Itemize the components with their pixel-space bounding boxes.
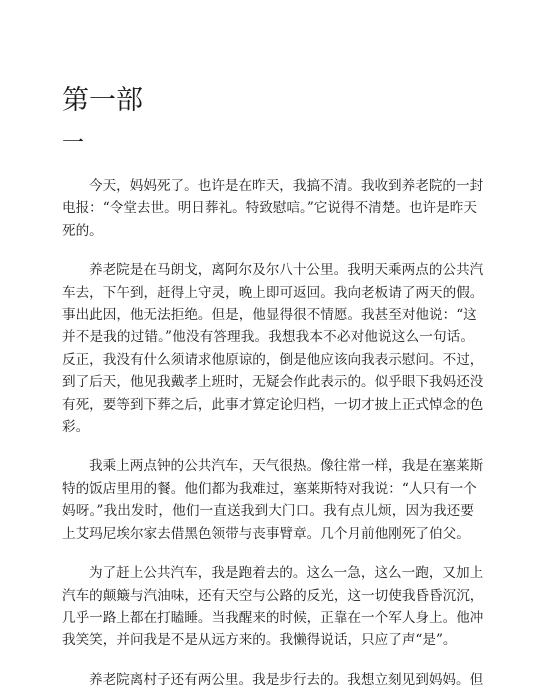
paragraph-line: 有死，要等到下葬之后，此事才算定论归档，一切才披上正式悼念的色: [62, 396, 484, 413]
paragraph-line: 特的饭店里用的餐。他们都为我难过，塞莱斯特对我说：“人只有一个: [62, 480, 477, 497]
paragraph-line: 养老院离村子还有两公里。我是步行去的。我想立刻见到妈妈。但: [89, 671, 484, 688]
chapter-title: 一: [62, 131, 85, 156]
paragraph-line: 为了赶上公共汽车，我是跑着去的。这么一急，这么一跑，又加上: [89, 565, 484, 582]
paragraph: [62, 562, 484, 652]
paragraph-line: 事出此因，他无法拒绝。但是，他显得很不情愿。我甚至对他说：“这: [62, 307, 477, 324]
paragraph-line: 几乎一路上都在打瞌睡。当我醒来的时候，正靠在一个军人身上。他冲: [62, 609, 484, 626]
paragraph-line: 养老院是在马朗戈，离阿尔及尔八十公里。我明天乘两点的公共汽: [89, 262, 484, 279]
paragraph: [62, 669, 484, 691]
paragraph: [62, 175, 484, 242]
paragraph-line: 上艾玛尼埃尔家去借黑色领带与丧事臂章。几个月前他刚死了伯父。: [62, 525, 470, 542]
part-title: 第一部: [62, 85, 143, 116]
paragraph-line: 反正，我没有什么须请求他原谅的，倒是他应该向我表示慰问。不过，: [62, 351, 484, 368]
paragraph-line: 今天，妈妈死了。也许是在昨天，我搞不清。我收到养老院的一封: [89, 178, 484, 194]
paragraph-line: 彩。: [62, 419, 90, 436]
paragraph: [62, 259, 484, 438]
paragraph-line: 电报：“令堂去世。明日葬礼。特致慰唁。”它说得不清楚。也许是昨天: [62, 200, 477, 217]
paragraph-line: 汽车的颠簸与汽油味，还有天空与公路的反光，这一切使我昏昏沉沉，: [62, 587, 484, 604]
paragraph-line: 车去，下午到，赶得上守灵，晚上即可返回。我向老板请了两天的假。: [62, 284, 484, 301]
paragraph-line: 我乘上两点钟的公共汽车，天气很热。像往常一样，我是在塞莱斯: [89, 458, 484, 475]
paragraph-line: 我笑笑，并问我是不是从远方来的。我懒得说话，只应了声“是”。: [62, 632, 457, 649]
paragraph-line: 到了后天，他见我戴孝上班时，无疑会作此表示的。似乎眼下我妈还没: [62, 374, 484, 391]
document-body: [62, 175, 484, 698]
paragraph-line: 死的。: [62, 222, 103, 239]
paragraph-line: 妈呀。”我出发时，他们一直送我到大门口。我有点儿烦，因为我还要: [62, 503, 474, 520]
paragraph: [62, 455, 484, 545]
paragraph-line: 并不是我的过错。”他没有答理我。我想我本不必对他说这么一句话。: [62, 329, 474, 346]
